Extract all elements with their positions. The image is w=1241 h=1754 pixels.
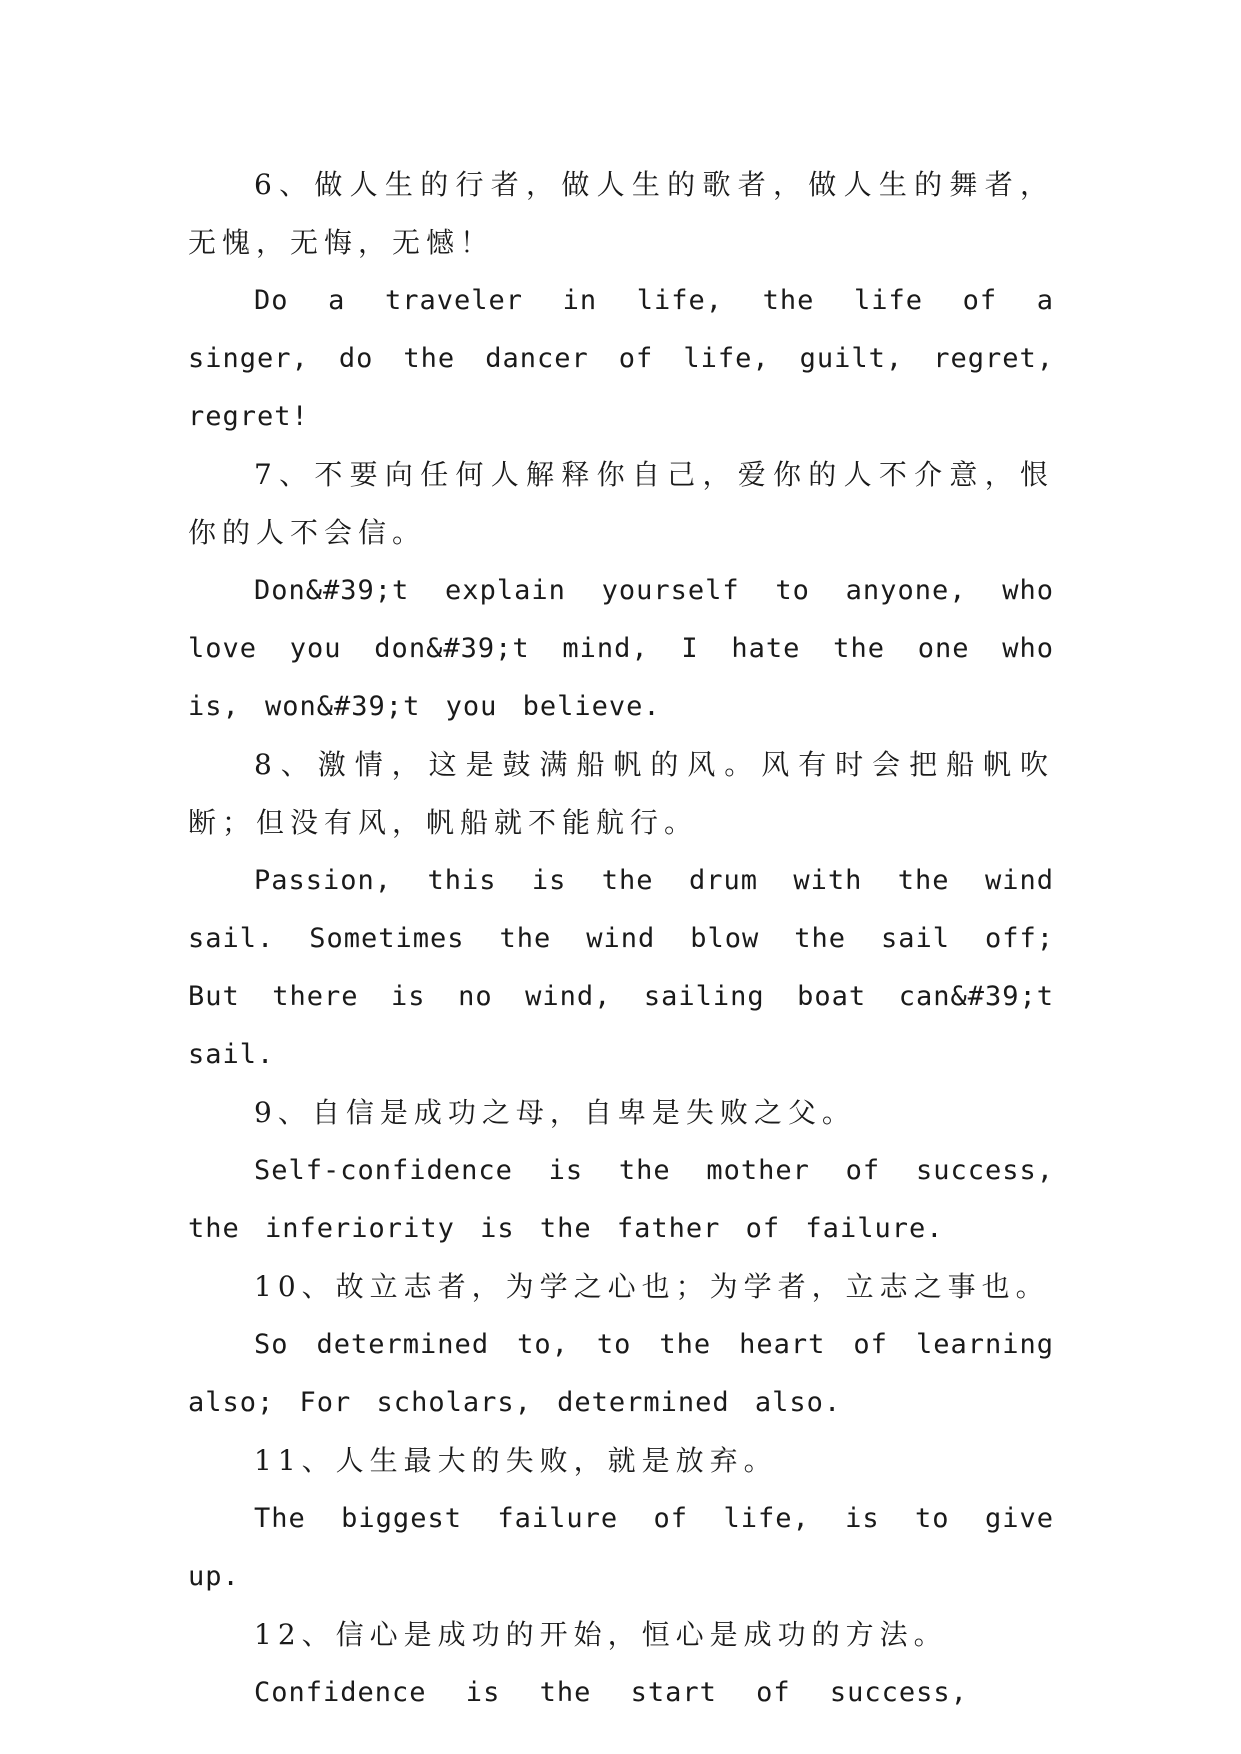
quote-11-english: The biggest failure of life, is to give up. xyxy=(188,1503,1054,1592)
quote-8-chinese: 8、激情，这是鼓满船帆的风。风有时会把船帆吹断；但没有风，帆船就不能航行。 xyxy=(188,748,1054,839)
quote-6-english: Do a traveler in life, the life of a singer, do the dancer of life, guilt, regret, regret! xyxy=(188,285,1054,432)
document-body xyxy=(188,156,1054,1722)
quote-9-english: Self-confidence is the mother of success, the inferiority is the father of failure. xyxy=(188,1155,1054,1244)
quote-12-chinese: 12、信心是成功的开始，恒心是成功的方法。 xyxy=(254,1618,948,1651)
quote-11-chinese: 11、人生最大的失败，就是放弃。 xyxy=(254,1444,778,1477)
quote-7-chinese: 7、不要向任何人解释你自己，爱你的人不介意，恨你的人不会信。 xyxy=(188,458,1054,549)
quote-9-chinese: 9、自信是成功之母，自卑是失败之父。 xyxy=(254,1096,856,1129)
quote-10-chinese: 10、故立志者，为学之心也；为学者，立志之事也。 xyxy=(254,1270,1050,1303)
quote-12-english: Confidence is the start of success, xyxy=(254,1677,968,1708)
quote-10-english: So determined to, to the heart of learning also; For scholars, determined also. xyxy=(188,1329,1054,1418)
quote-7-english: Don&#39;t explain yourself to anyone, who love you don&#39;t mind, I hate the one who is, won&#39;t you believe. xyxy=(188,575,1054,722)
quote-6-chinese: 6、做人生的行者，做人生的歌者，做人生的舞者，无愧，无悔，无憾！ xyxy=(188,168,1054,259)
quote-8-english: Passion, this is the drum with the wind sail. Sometimes the wind blow the sail off; But there is no wind, sailing boat can&#39;t sail. xyxy=(188,865,1054,1070)
